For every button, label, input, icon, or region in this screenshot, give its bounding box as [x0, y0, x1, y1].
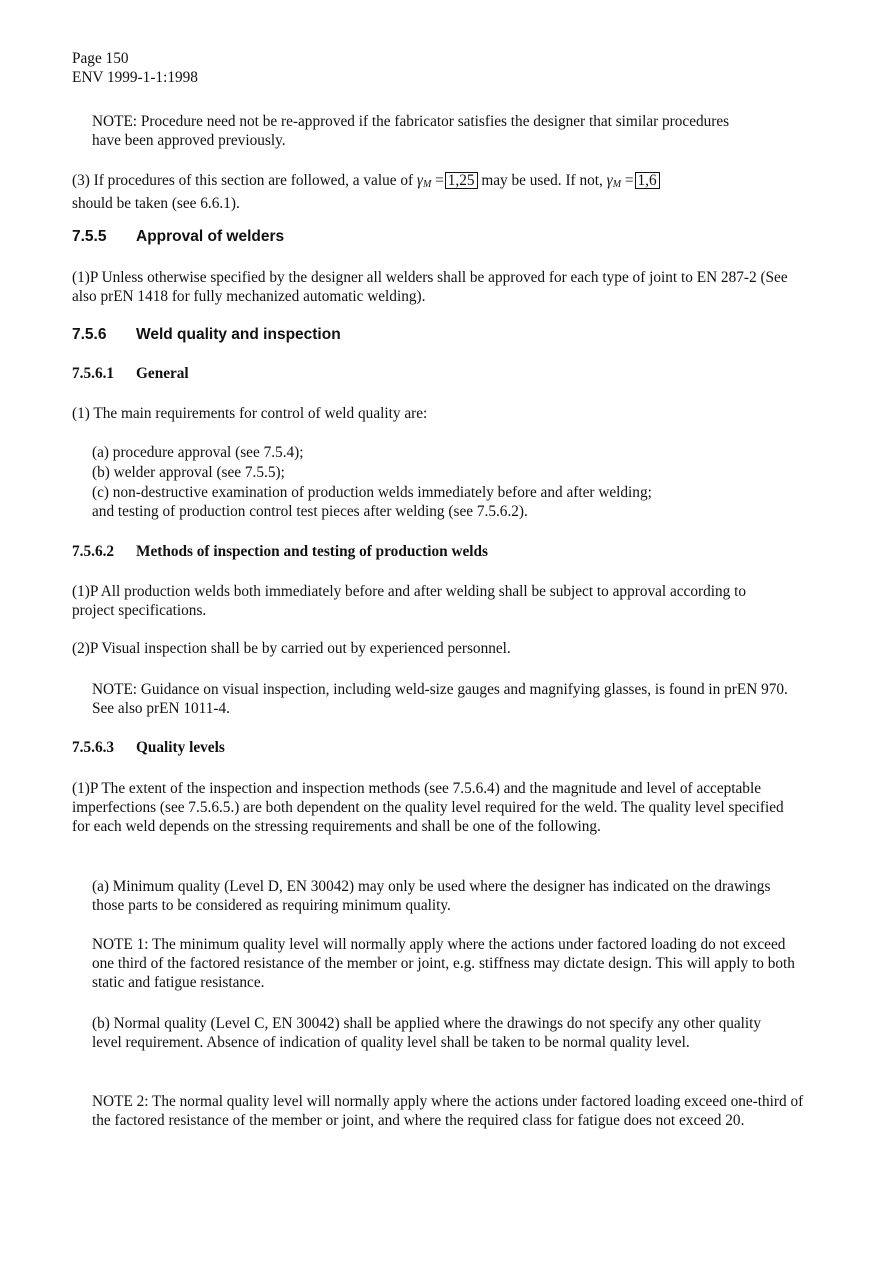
standard-reference: ENV 1999-1-1:1998 — [72, 69, 198, 86]
section-heading-7-5-6-2 — [72, 542, 812, 561]
paragraph-7-5-6-1-intro: (1) The main requirements for control of weld quality are: — [72, 405, 428, 422]
gamma-subscript: M — [422, 179, 432, 190]
section-heading-7-5-6-1 — [72, 364, 812, 383]
item-b-normal-quality: (b) Normal quality (Level C, EN 30042) shall be applied where the drawings do not specify any other quality level requirement. Absence of indication of quality level shall be taken to be normal quality level. — [92, 1015, 762, 1051]
para3-text-1: (3) If procedures of this section are followed, a value of — [72, 172, 417, 189]
equals-sign-2: = — [621, 172, 634, 189]
section-number: 7.5.6.2 — [72, 543, 115, 560]
page-number: Page 150 — [72, 50, 129, 67]
note-visual-inspection: NOTE: Guidance on visual inspection, including weld-size gauges and magnifying glasses, is found in prEN 970. See also prEN 1011-4. — [92, 681, 788, 717]
note-1: NOTE 1: The minimum quality level will normally apply where the actions under factored loading do not exceed one third of the factored resistance of the member or joint, e.g. stiffness may dictate design. This will apply to both static and fatigue resistance. — [92, 936, 795, 991]
gamma-symbol-2: γ — [606, 172, 613, 189]
list-item: (a) procedure approval (see 7.5.4); — [92, 444, 304, 461]
boxed-value-2: 1,6 — [635, 172, 660, 189]
item-a-minimum-quality: (a) Minimum quality (Level D, EN 30042) may only be used where the designer has indicated on the drawings those parts to be considered as requiring minimum quality. — [92, 878, 771, 914]
section-number: 7.5.6.1 — [72, 365, 115, 382]
paragraph-7-5-6-2-2: (2)P Visual inspection shall be by carried out by experienced personnel. — [72, 640, 511, 657]
gamma-symbol: γ — [416, 172, 423, 189]
section-title: General — [136, 365, 189, 382]
section-number: 7.5.5 — [72, 228, 107, 245]
section-number: 7.5.6 — [72, 326, 107, 343]
section-number: 7.5.6.3 — [72, 739, 115, 756]
para3-text-2: may be used. If not, — [477, 172, 607, 189]
equals-sign: = — [431, 172, 444, 189]
list-item: and testing of production control test pieces after welding (see 7.5.6.2). — [92, 503, 528, 520]
list-item: (b) welder approval (see 7.5.5); — [92, 464, 285, 481]
section-title: Methods of inspection and testing of production welds — [136, 543, 489, 560]
paragraph-7-5-6-3-1: (1)P The extent of the inspection and inspection methods (see 7.5.6.4) and the magnitude and level of acceptable imperfections (see 7.5.6.5.) are both dependent on the quality level required for the weld. The quality level specified for each weld depends on the stressing requirements and shall be one of the following. — [72, 780, 784, 835]
section-title: Weld quality and inspection — [136, 326, 341, 343]
list-item: (c) non-destructive examination of production welds immediately before and after welding; — [92, 484, 652, 501]
gamma-subscript-2: M — [612, 179, 622, 190]
paragraph-3 — [72, 171, 812, 213]
section-title: Quality levels — [136, 739, 225, 756]
section-heading-7-5-6 — [72, 325, 812, 344]
note-procedure: NOTE: Procedure need not be re-approved if the fabricator satisfies the designer that similar procedures have been approved previously. — [92, 113, 730, 149]
section-heading-7-5-5 — [72, 227, 812, 246]
section-heading-7-5-6-3 — [72, 738, 812, 757]
paragraph-7-5-6-2-1: (1)P All production welds both immediately before and after welding shall be subject to approval according to project specifications. — [72, 583, 747, 619]
para3-line-2: should be taken (see 6.6.1). — [72, 195, 240, 212]
boxed-value-1: 1,25 — [445, 172, 478, 189]
paragraph-7-5-5: (1)P Unless otherwise specified by the designer all welders shall be approved for each type of joint to EN 287-2 (See also prEN 1418 for fully mechanized automatic welding). — [72, 269, 788, 305]
section-title: Approval of welders — [136, 228, 285, 245]
note-2: NOTE 2: The normal quality level will normally apply where the actions under factored loading exceed one-third of the factored resistance of the member or joint, and where the required class for fatigue does not exceed 20. — [92, 1093, 804, 1129]
